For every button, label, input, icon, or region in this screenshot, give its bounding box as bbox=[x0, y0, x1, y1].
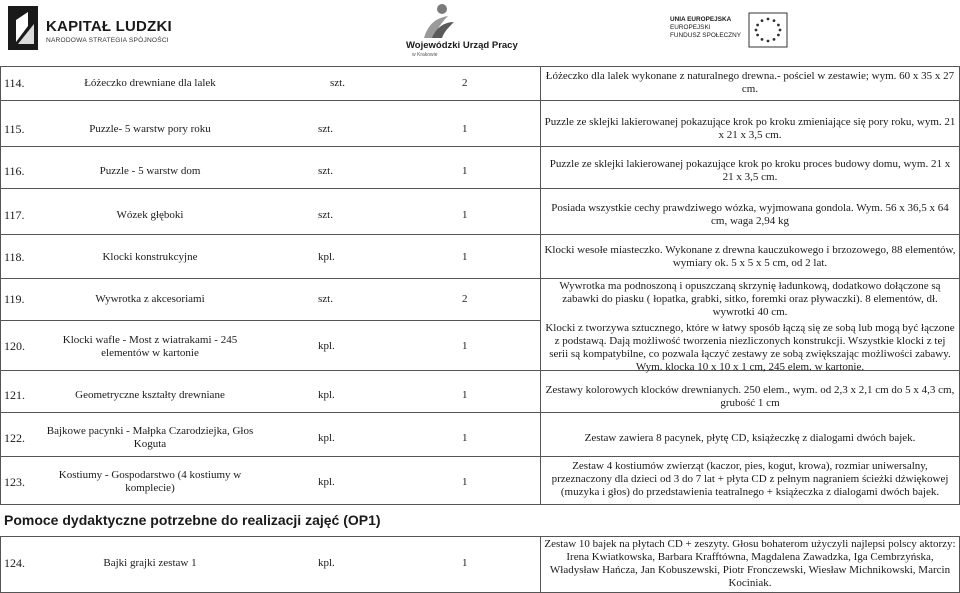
item-unit: kpl. bbox=[318, 557, 335, 569]
kapital-ludzki-logo bbox=[6, 4, 172, 56]
item-name: Kostiumy - Gospodarstwo (4 kostiumy w komplecie) bbox=[58, 469, 242, 494]
page-header bbox=[0, 0, 960, 62]
item-qty: 1 bbox=[462, 209, 468, 221]
item-qty: 1 bbox=[462, 557, 468, 569]
item-name: Bajki grajki zestaw 1 bbox=[103, 557, 197, 569]
row-number: 119. bbox=[4, 292, 25, 306]
item-description: Zestaw 10 bajek na płytach CD + zeszyty. Głosu bohaterom użyczyli najlepsi polscy aktorzy: Irena Kwiatkowska, Barbara Krafftówna, Magdalena Zawadzka, Iga Cembrzyńska, Władysław Hańcza, Jan Kobuszewski, Piotr Fronczewski, Wiesław Michnikowski, Marcin Kociniak. bbox=[544, 538, 956, 589]
item-description: Klocki wesołe miasteczko. Wykonane z drewna kauczukowego i brzozowego, 88 elementów, wymiary ok. 5 x 5 x 5 cm, od 2 lat. bbox=[544, 244, 956, 269]
item-description: Zestawy kolorowych klocków drewnianych. 250 elem., wym. od 2,3 x 2,1 cm do 5 x 4,3 cm, grubość 1 cm bbox=[545, 384, 955, 409]
item-unit: kpl. bbox=[318, 251, 335, 263]
row-number: 118. bbox=[4, 250, 25, 264]
item-name: Puzzle- 5 warstw pory roku bbox=[89, 123, 211, 135]
equipment-table bbox=[0, 66, 960, 592]
item-description: Posiada wszystkie cechy prawdziwego wózka, wyjmowana gondola. Wym. 56 x 36,5 x 64 cm, waga 2,94 kg bbox=[551, 202, 949, 227]
item-qty: 1 bbox=[462, 251, 468, 263]
item-name: Klocki wafle - Most z wiatrakami - 245 elementów w kartonie bbox=[62, 334, 238, 359]
item-name: Wózek głęboki bbox=[116, 209, 184, 221]
row-number: 116. bbox=[4, 164, 25, 178]
wup-logo bbox=[400, 2, 524, 60]
item-qty: 1 bbox=[462, 123, 468, 135]
item-unit: szt. bbox=[318, 293, 333, 305]
item-name: Puzzle - 5 warstw dom bbox=[99, 165, 201, 177]
item-unit: szt. bbox=[330, 77, 345, 89]
item-description: Wywrotka ma podnoszoną i opuszczaną skrzynię ładunkową, dodatkowo dołączone są zabawki do piasku ( łopatka, grabki, sitko, foremki oraz pływaczki). 8 elementów, dł. wywrotki 40 cm. bbox=[559, 280, 941, 318]
item-qty: 1 bbox=[462, 165, 468, 177]
item-description: Puzzle ze sklejki lakierowanej pokazujące krok po kroku zmieniające się pory roku, wym. 21 x 21 x 3,5 cm. bbox=[544, 116, 956, 141]
eu-logo bbox=[670, 8, 790, 58]
item-unit: kpl. bbox=[318, 389, 335, 401]
eu-logo-line2: EUROPEJSKI bbox=[670, 24, 711, 31]
item-description: Puzzle ze sklejki lakierowanej pokazujące krok po kroku proces budowy domu, wym. 21 x 21 x 3,5 cm. bbox=[549, 158, 951, 183]
item-qty: 2 bbox=[462, 77, 468, 89]
item-unit: szt. bbox=[318, 209, 333, 221]
wup-title: Wojewódzki Urząd Pracy bbox=[406, 40, 518, 51]
kapital-ludzki-title: KAPITAŁ LUDZKI bbox=[46, 18, 172, 35]
item-name: Wywrotka z akcesoriami bbox=[95, 293, 205, 305]
row-number: 121. bbox=[4, 388, 25, 402]
wup-emblem-icon bbox=[418, 2, 458, 40]
row-number: 115. bbox=[4, 122, 25, 136]
kapital-ludzki-subtitle: NARODOWA STRATEGIA SPÓJNOŚCI bbox=[46, 37, 169, 44]
item-qty: 1 bbox=[462, 389, 468, 401]
item-name: Geometryczne kształty drewniane bbox=[75, 389, 225, 401]
item-description: Klocki z tworzywa sztucznego, które w łatwy sposób łączą się ze sobą lub mogą być łączone z podstawą. Dają możliwość tworzenia niezliczonych konstrukcji. Wszystkie klocki z tej serii są kompatybilne, co pozwala łączyć zestawy ze sobą zwiększając możliwości zabawy. Wym. klocka 10 x 10 x 1 cm, 245 elem. w kartonie. bbox=[545, 322, 955, 373]
eu-logo-line3: FUNDUSZ SPOŁECZNY bbox=[670, 32, 742, 39]
item-unit: szt. bbox=[318, 165, 333, 177]
item-unit: kpl. bbox=[318, 476, 335, 488]
kapital-ludzki-emblem-icon bbox=[6, 4, 42, 54]
row-number: 124. bbox=[4, 556, 25, 570]
eu-logo-text bbox=[670, 16, 741, 40]
eu-flag-icon bbox=[748, 12, 788, 48]
item-name: Klocki konstrukcyjne bbox=[102, 251, 198, 263]
eu-logo-line1: UNIA EUROPEJSKA bbox=[670, 16, 732, 23]
row-number: 120. bbox=[4, 339, 25, 353]
item-name: Łóżeczko drewniane dla lalek bbox=[84, 77, 216, 89]
row-number: 117. bbox=[4, 208, 25, 222]
row-number: 123. bbox=[4, 475, 25, 489]
item-description: Zestaw zawiera 8 pacynek, płytę CD, książeczkę z dialogami dwóch bajek. bbox=[584, 432, 916, 444]
item-qty: 1 bbox=[462, 432, 468, 444]
item-unit: szt. bbox=[318, 123, 333, 135]
item-qty: 1 bbox=[462, 340, 468, 352]
row-number: 122. bbox=[4, 431, 25, 445]
section-title: Pomoce dydaktyczne potrzebne do realizacji zajęć (OP1) bbox=[4, 512, 381, 528]
item-qty: 1 bbox=[462, 476, 468, 488]
item-name: Bajkowe pacynki - Małpka Czarodziejka, Głos Koguta bbox=[46, 425, 254, 450]
item-description: Zestaw 4 kostiumów zwierząt (kaczor, pies, kogut, krowa), rozmiar uniwersalny, przeznaczony dla dzieci od 3 do 7 lat + płyta CD z pełnym nagraniem ścieżki dźwiękowej (muzyka i głos) do przedstawienia teatralnego + książeczka z dialogami dwóch bajek. bbox=[551, 460, 949, 498]
wup-subtitle: w Krakowie bbox=[412, 52, 438, 58]
row-number: 114. bbox=[4, 76, 25, 90]
item-unit: kpl. bbox=[318, 432, 335, 444]
item-unit: kpl. bbox=[318, 340, 335, 352]
item-description: Łóżeczko dla lalek wykonane z naturalnego drewna.- pościel w zestawie; wym. 60 x 35 x 27 cm. bbox=[545, 70, 955, 95]
item-qty: 2 bbox=[462, 293, 468, 305]
